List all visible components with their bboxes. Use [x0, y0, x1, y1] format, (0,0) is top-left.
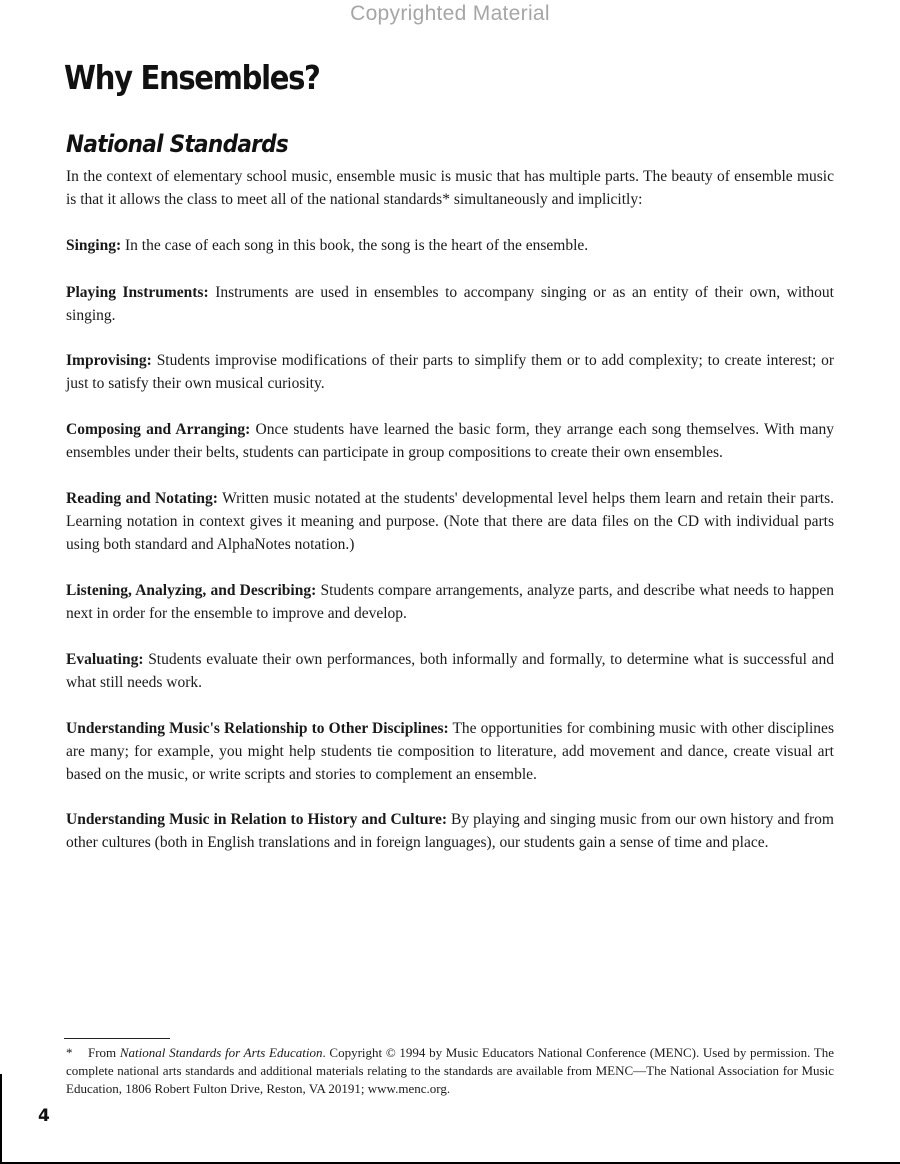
page-number: 4	[38, 1106, 50, 1126]
footnote	[66, 1044, 834, 1098]
standard-singing	[66, 234, 834, 257]
copyright-watermark: Copyrighted Material	[350, 2, 550, 25]
standard-other-disciplines	[66, 717, 834, 786]
standard-composing-arranging	[66, 418, 834, 464]
footnote-text: . Copyright © 1994 by Music Educators National Conference (MENC). Used by permission. The complete national arts standards and additional materials relating to the standards are available from MENC—The National Association for Music Education, 1806 Robert Fulton Drive, Reston, VA 20191; www.menc.org.	[66, 1045, 835, 1096]
standard-reading-notating	[66, 487, 834, 556]
section-heading: National Standards	[66, 130, 288, 158]
standard-term: Reading and Notating:	[66, 490, 218, 507]
standard-text: Students improvise modifications of their parts to simplify them or to add complexity; to create interest; or just to satisfy their own musical curiosity.	[66, 352, 835, 392]
footnote-prefix: From	[88, 1045, 117, 1060]
standard-text: Instruments are used in ensembles to accompany singing or as an entity of their own, without singing.	[66, 284, 834, 324]
standard-term: Understanding Music's Relationship to Other Disciplines:	[66, 720, 449, 737]
standard-text: Students compare arrangements, analyze parts, and describe what needs to happen next in order for the ensemble to improve and develop.	[66, 582, 834, 622]
standard-listening-analyzing	[66, 579, 834, 625]
standard-term: Singing:	[66, 237, 122, 254]
standard-term: Composing and Arranging:	[66, 421, 251, 438]
standard-playing-instruments	[66, 281, 834, 327]
standard-text: Students evaluate their own performances, both informally and formally, to determine what is successful and what still needs work.	[66, 651, 834, 691]
standard-term: Improvising:	[66, 352, 152, 369]
standard-text: The opportunities for combining music with other disciplines are many; for example, you might help students tie composition to literature, add movement and dance, create visual art based on the music, or write scripts and stories to complement an ensemble.	[66, 720, 834, 783]
standard-improvising	[66, 349, 834, 395]
footnote-mark: *	[66, 1045, 73, 1060]
page-title: Why Ensembles?	[64, 58, 320, 97]
standard-text: In the case of each song in this book, the song is the heart of the ensemble.	[125, 237, 589, 254]
standard-term: Playing Instruments:	[66, 284, 209, 301]
standard-text: Once students have learned the basic form, they arrange each song themselves. With many ensembles under their belts, students can participate in group compositions to create their own ensembles.	[66, 421, 834, 461]
standard-history-culture	[66, 808, 834, 854]
standard-evaluating	[66, 648, 834, 694]
intro-paragraph: In the context of elementary school music, ensemble music is music that has multiple parts. The beauty of ensemble music is that it allows the class to meet all of the national standards* simultaneously and implicitly:	[66, 168, 834, 208]
standard-text: Written music notated at the students' developmental level helps them learn and retain their parts. Learning notation in context gives it meaning and purpose. (Note that there are data files on the CD with individual parts using both standard and AlphaNotes notation.)	[66, 490, 834, 553]
footnote-divider	[64, 1038, 170, 1039]
footnote-source-title: National Standards for Arts Education	[119, 1045, 323, 1060]
standard-term: Evaluating:	[66, 651, 144, 668]
standard-text: By playing and singing music from our own history and from other cultures (both in English translations and in foreign languages), our students gain a sense of time and place.	[66, 811, 834, 851]
standard-term: Listening, Analyzing, and Describing:	[66, 582, 317, 599]
scan-edge-left	[0, 1074, 2, 1164]
standard-term: Understanding Music in Relation to History and Culture:	[66, 811, 447, 828]
